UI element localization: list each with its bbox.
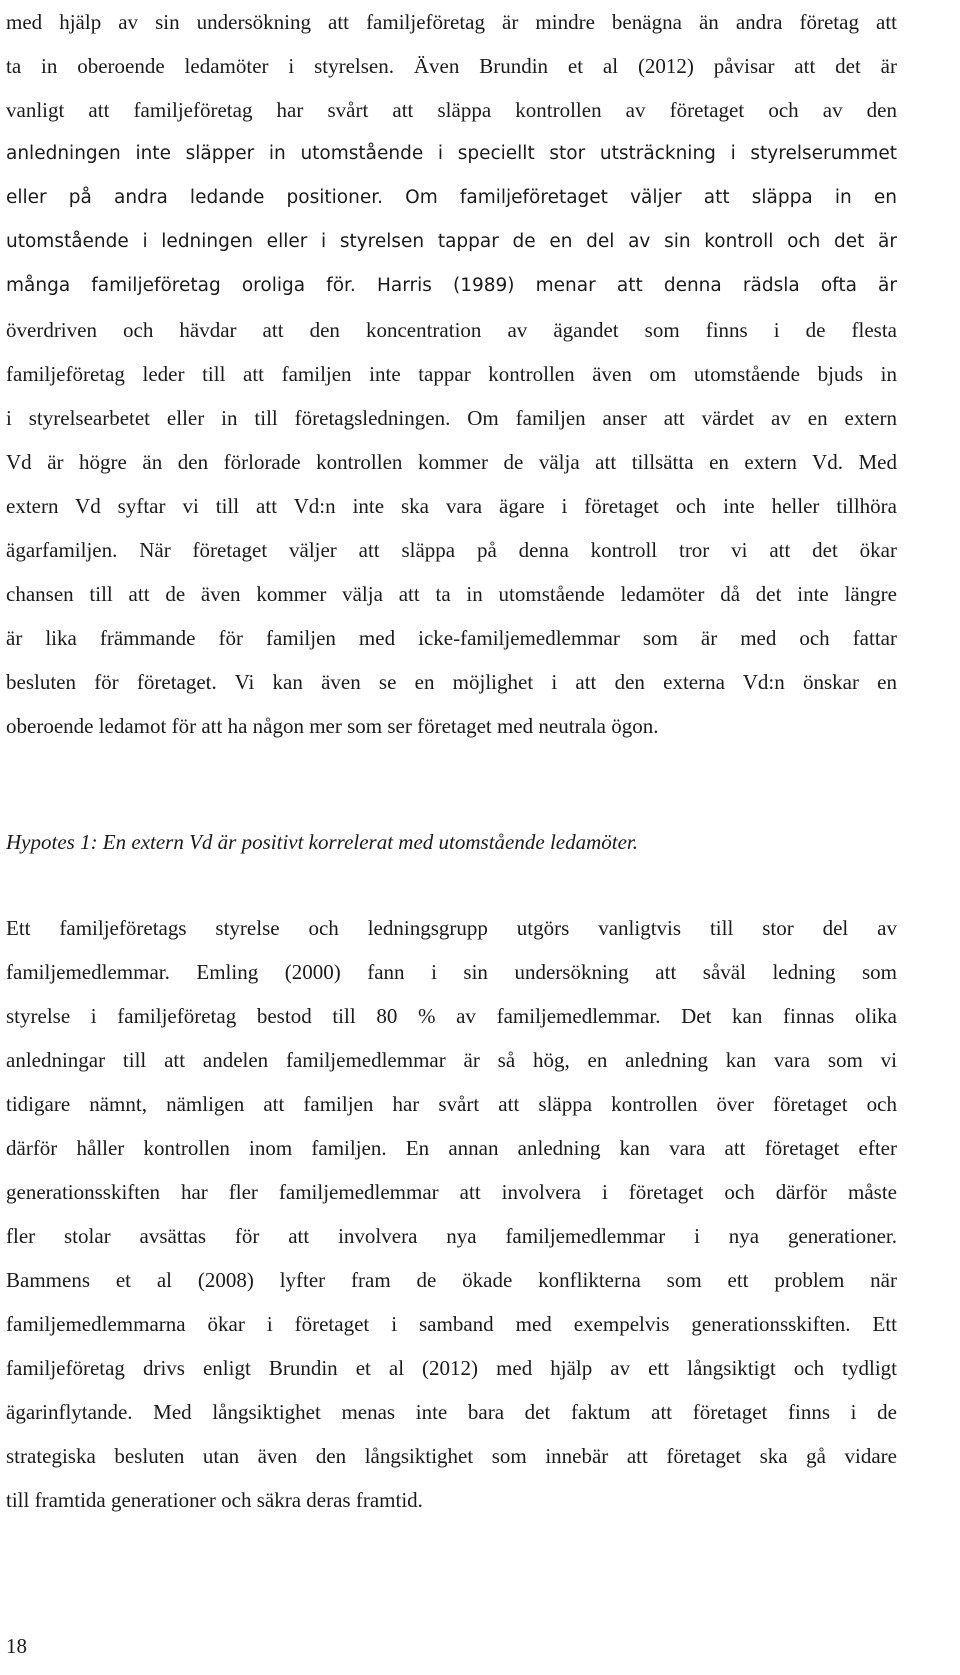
text-line: i styrelsearbetet eller in till företagsledningen. Om familjen anser att värdet av en extern <box>6 406 897 430</box>
text-line: Ett familjeföretags styrelse och ledningsgrupp utgörs vanligtvis till stor del av <box>6 916 897 940</box>
page-number: 18 <box>6 1634 27 1658</box>
text-line: familjeföretag leder till att familjen inte tappar kontrollen även om utomstående bjuds in <box>6 362 897 386</box>
text-line: familjemedlemmarna ökar i företaget i samband med exempelvis generationsskiften. Ett <box>6 1312 897 1336</box>
text-line: strategiska besluten utan även den långsiktighet som innebär att företaget ska gå vidare <box>6 1444 897 1468</box>
text-line: överdriven och hävdar att den koncentration av ägandet som finns i de flesta <box>6 318 897 342</box>
text-line: ägarinflytande. Med långsiktighet menas inte bara det faktum att företaget finns i de <box>6 1400 897 1424</box>
text-line: utomstående i ledningen eller i styrelsen tappar de en del av sin kontroll och det är <box>6 231 897 252</box>
text-line: chansen till att de även kommer välja att ta in utomstående ledamöter då det inte längre <box>6 582 897 606</box>
text-line: anledningen inte släpper in utomstående i speciellt stor utsträckning i styrelserummet <box>6 143 897 164</box>
text-line: med hjälp av sin undersökning att familjeföretag är mindre benägna än andra företag att <box>6 10 897 34</box>
text-line: familjemedlemmar. Emling (2000) fann i sin undersökning att såväl ledning som <box>6 960 897 984</box>
text-line: vanligt att familjeföretag har svårt att släppa kontrollen av företaget och av den <box>6 98 897 122</box>
text-line: generationsskiften har fler familjemedlemmar att involvera i företaget och därför måste <box>6 1180 897 1204</box>
text-line: familjeföretag drivs enligt Brundin et al (2012) med hjälp av ett långsiktigt och tydligt <box>6 1356 897 1380</box>
text-line: Vd är högre än den förlorade kontrollen kommer de välja att tillsätta en extern Vd. Med <box>6 450 897 474</box>
text-line: oberoende ledamot för att ha någon mer som ser företaget med neutrala ögon. <box>6 714 659 738</box>
text-line: till framtida generationer och säkra deras framtid. <box>6 1488 423 1512</box>
text-line: besluten för företaget. Vi kan även se en möjlighet i att den externa Vd:n önskar en <box>6 670 897 694</box>
hypothesis-block <box>6 820 897 864</box>
text-line: därför håller kontrollen inom familjen. En annan anledning kan vara att företaget efter <box>6 1136 897 1160</box>
text-line: många familjeföretag oroliga för. Harris (1989) menar att denna rädsla ofta är <box>6 275 897 296</box>
text-line: fler stolar avsättas för att involvera nya familjemedlemmar i nya generationer. <box>6 1224 897 1248</box>
text-line: ta in oberoende ledamöter i styrelsen. Även Brundin et al (2012) påvisar att det är <box>6 54 897 78</box>
paragraph-body-2 <box>6 906 897 1522</box>
text-line: eller på andra ledande positioner. Om familjeföretaget väljer att släppa in en <box>6 187 897 208</box>
text-line: är lika främmande för familjen med icke-familjemedlemmar som är med och fattar <box>6 626 897 650</box>
text-line: Bammens et al (2008) lyfter fram de ökade konflikterna som ett problem när <box>6 1268 897 1292</box>
text-line: anledningar till att andelen familjemedlemmar är så hög, en anledning kan vara som vi <box>6 1048 897 1072</box>
paragraph-body-1 <box>6 0 897 748</box>
text-line: ägarfamiljen. När företaget väljer att släppa på denna kontroll tror vi att det ökar <box>6 538 897 562</box>
hypothesis-text: Hypotes 1: En extern Vd är positivt korrelerat med utomstående ledamöter. <box>6 830 639 854</box>
text-line: tidigare nämnt, nämligen att familjen har svårt att släppa kontrollen över företaget och <box>6 1092 897 1116</box>
text-line: styrelse i familjeföretag bestod till 80 % av familjemedlemmar. Det kan finnas olika <box>6 1004 897 1028</box>
text-line: extern Vd syftar vi till att Vd:n inte ska vara ägare i företaget och inte heller tillhöra <box>6 494 897 518</box>
